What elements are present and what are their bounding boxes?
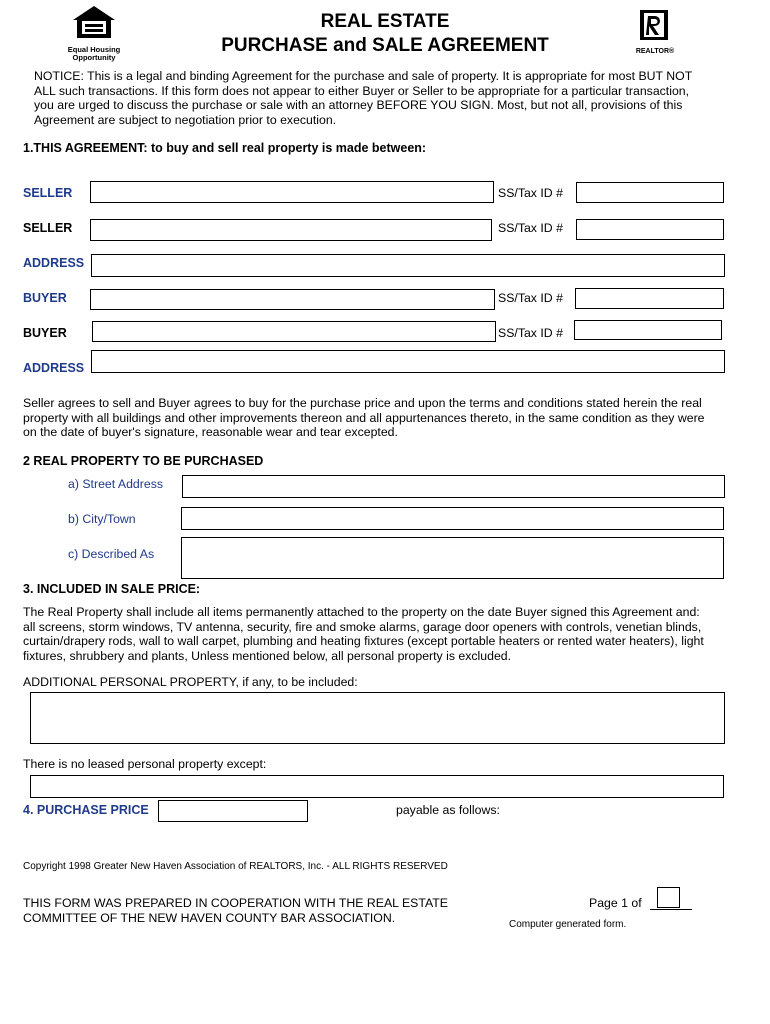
city-town-field[interactable]: [181, 507, 724, 530]
total-pages-underline: [650, 909, 692, 910]
address1-field[interactable]: [91, 254, 725, 277]
seller1-field[interactable]: [90, 181, 494, 203]
agreement-text: Seller agrees to sell and Buyer agrees to buy for the purchase price and upon the terms and conditions stated herein the real property with all buildings and other improvements thereon and all appurtenances thereto, in the same condition as they were on the date of buyer's signature, reasonable wear and tear excepted.: [23, 396, 705, 440]
realtor-logo: [630, 9, 680, 55]
address1-label: ADDRESS: [23, 256, 85, 270]
buyer2-tax-field[interactable]: [574, 320, 722, 340]
computer-generated-text: Computer generated form.: [509, 919, 627, 930]
page-number-label: Page 1 of: [589, 896, 642, 910]
street-address-label: a) Street Address: [68, 477, 164, 491]
additional-property-field[interactable]: [30, 692, 725, 744]
notice-text: NOTICE: This is a legal and binding Agreement for the purchase and sale of property. It is appropriate for most BUT NOT ALL such transactions. If this form does not appear to either Buyer or Seller to be appropriate for a particular transaction, you are urged to discuss the purchase or sale with an attorney BEFORE YOU SIGN. Most, but not all, provisions of this Agreement are subject to negotiation prior to execution.: [34, 69, 692, 127]
purchase-price-label: 4. PURCHASE PRICE: [23, 803, 149, 817]
section2-heading: 2 REAL PROPERTY TO BE PURCHASED: [23, 454, 264, 468]
seller2-label: SELLER: [23, 221, 73, 235]
total-pages-field[interactable]: [657, 887, 680, 908]
described-as-field[interactable]: [181, 537, 724, 579]
buyer1-tax-field[interactable]: [575, 288, 724, 309]
page-title-line1: REAL ESTATE: [320, 11, 450, 32]
copyright-text: Copyright 1998 Greater New Haven Association of REALTORS, Inc. - ALL RIGHTS RESERVED: [23, 861, 448, 872]
section3-text: The Real Property shall include all items permanently attached to the property on the date Buyer signed this Agreement and: all screens, storm windows, TV antenna, security, fire and smoke alarms, garage door openers with controls, venetian blinds, curtain/drapery rods, wall to wall carpet, plumbing and heating fixtures (except portable heaters or rented water heaters), light fixtures, shrubbery and plants, Unless mentioned below, all personal property is excluded.: [23, 605, 704, 663]
described-as-label: c) Described As: [68, 547, 155, 561]
section1-heading: 1.THIS AGREEMENT: to buy and sell real property is made between:: [23, 141, 427, 155]
equal-housing-text-2: Opportunity: [72, 53, 116, 62]
section3-heading: 3. INCLUDED IN SALE PRICE:: [23, 582, 201, 596]
seller2-field[interactable]: [90, 219, 492, 241]
seller1-tax-label: SS/Tax ID #: [498, 186, 563, 200]
additional-property-label: ADDITIONAL PERSONAL PROPERTY, if any, to be included:: [23, 675, 358, 689]
prepared-line2: COMMITTEE OF THE NEW HAVEN COUNTY BAR ASSOCIATION.: [23, 911, 396, 925]
seller2-tax-label: SS/Tax ID #: [498, 221, 563, 235]
leased-property-label: There is no leased personal property except:: [23, 757, 267, 771]
payable-label: payable as follows:: [396, 803, 500, 817]
address2-field[interactable]: [91, 350, 725, 373]
prepared-line1: THIS FORM WAS PREPARED IN COOPERATION WITH THE REAL ESTATE: [23, 896, 448, 910]
buyer2-field[interactable]: [92, 321, 496, 342]
seller1-label: SELLER: [23, 186, 73, 200]
buyer2-tax-label: SS/Tax ID #: [498, 326, 563, 340]
address2-label: ADDRESS: [23, 361, 85, 375]
realtor-text: REALTOR®: [635, 48, 675, 55]
purchase-price-field[interactable]: [158, 800, 308, 822]
realtor-r-icon: [639, 9, 669, 41]
buyer2-label: BUYER: [23, 326, 67, 340]
buyer1-tax-label: SS/Tax ID #: [498, 291, 563, 305]
street-address-field[interactable]: [182, 475, 725, 498]
equal-housing-text-1: Equal Housing: [67, 45, 121, 54]
seller1-tax-field[interactable]: [576, 182, 724, 203]
buyer1-label: BUYER: [23, 291, 67, 305]
page-title-line2: PURCHASE and SALE AGREEMENT: [221, 35, 549, 56]
leased-property-field[interactable]: [30, 775, 724, 798]
seller2-tax-field[interactable]: [576, 219, 724, 240]
city-town-label: b) City/Town: [68, 512, 136, 526]
buyer1-field[interactable]: [90, 289, 495, 310]
